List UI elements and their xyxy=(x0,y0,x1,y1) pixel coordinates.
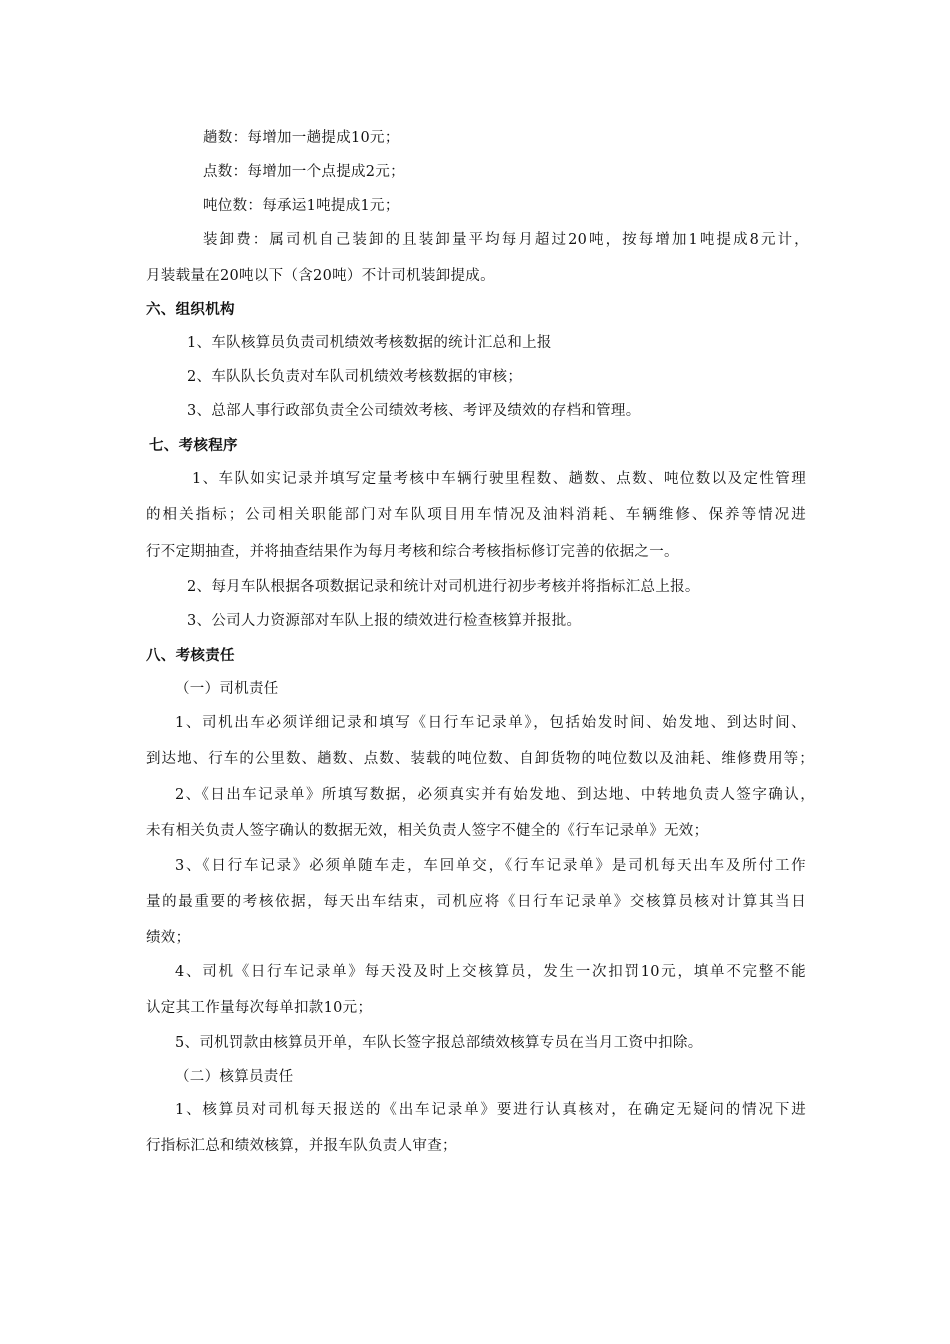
driver-duty3-line2: 量的最重要的考核依据，每天出车结束，司机应将《日行车记录单》交核算员核对计算其当日 xyxy=(146,894,806,910)
section6-item-2: 2、车队队长负责对车队司机绩效考核数据的审核； xyxy=(187,369,523,385)
section8-heading: 八、考核责任 xyxy=(146,648,235,664)
section6-item-3: 3、总部人事行政部负责全公司绩效考核、考评及绩效的存档和管理。 xyxy=(187,403,641,419)
driver-duty2-line2: 未有相关负责人签字确认的数据无效，相关负责人签字不健全的《行车记录单》无效； xyxy=(146,823,709,839)
section7-item1-line1: 1、车队如实记录并填写定量考核中车辆行驶里程数、趟数、点数、吨位数以及定性管理 xyxy=(192,471,806,487)
driver-duty1-line1: 1、司机出车必须详细记录和填写《日行车记录单》，包括始发时间、始发地、到达时间、 xyxy=(175,715,806,731)
driver-duty3-line3: 绩效； xyxy=(146,930,191,946)
loading-rule-line1: 装卸费：属司机自己装卸的且装卸量平均每月超过20吨，按每增加1吨提成8元计， xyxy=(203,232,809,248)
section6-item-1: 1、车队核算员负责司机绩效考核数据的统计汇总和上报 xyxy=(187,335,552,351)
loading-rule-line2: 月装载量在20吨以下（含20吨）不计司机装卸提成。 xyxy=(146,268,495,284)
section7-item1-line3: 行不定期抽查，并将抽查结果作为每月考核和综合考核指标修订完善的依据之一。 xyxy=(146,544,679,560)
section7-item-2: 2、每月车队根据各项数据记录和统计对司机进行初步考核并将指标汇总上报。 xyxy=(187,579,700,595)
subsection-accountant-responsibility: （二）核算员责任 xyxy=(175,1069,294,1085)
subsection-driver-responsibility: （一）司机责任 xyxy=(175,681,279,697)
driver-duty3-line1: 3、《日行车记录》必须单随车走，车回单交，《行车记录单》是司机每天出车及所付工作 xyxy=(175,858,806,874)
section7-item-3: 3、公司人力资源部对车队上报的绩效进行检查核算并报批。 xyxy=(187,613,582,629)
tonnage-rule: 吨位数：每承运1吨提成1元； xyxy=(203,198,400,214)
driver-duty4-line2: 认定其工作量每次每单扣款10元； xyxy=(146,1000,373,1016)
trips-rule: 趟数：每增加一趟提成10元； xyxy=(203,130,400,146)
section7-heading: 七、考核程序 xyxy=(149,438,238,454)
accountant-duty1-line1: 1、核算员对司机每天报送的《出车记录单》要进行认真核对，在确定无疑问的情况下进 xyxy=(175,1102,806,1118)
driver-duty2-line1: 2、《日出车记录单》所填写数据，必须真实并有始发地、到达地、中转地负责人签字确认， xyxy=(175,787,815,803)
driver-duty1-line2: 到达地、行车的公里数、趟数、点数、装载的吨位数、自卸货物的吨位数以及油耗、维修费用等； xyxy=(146,751,814,767)
points-rule: 点数：每增加一个点提成2元； xyxy=(203,164,405,180)
section6-heading: 六、组织机构 xyxy=(146,302,235,318)
driver-duty4-line1: 4、司机《日行车记录单》每天没及时上交核算员，发生一次扣罚10元，填单不完整不能 xyxy=(175,964,806,980)
driver-duty5: 5、司机罚款由核算员开单，车队长签字报总部绩效核算专员在当月工资中扣除。 xyxy=(175,1035,703,1051)
accountant-duty1-line2: 行指标汇总和绩效核算，并报车队负责人审查； xyxy=(146,1138,457,1154)
section7-item1-line2: 的相关指标；公司相关职能部门对车队项目用车情况及油料消耗、车辆维修、保养等情况进 xyxy=(146,507,806,523)
